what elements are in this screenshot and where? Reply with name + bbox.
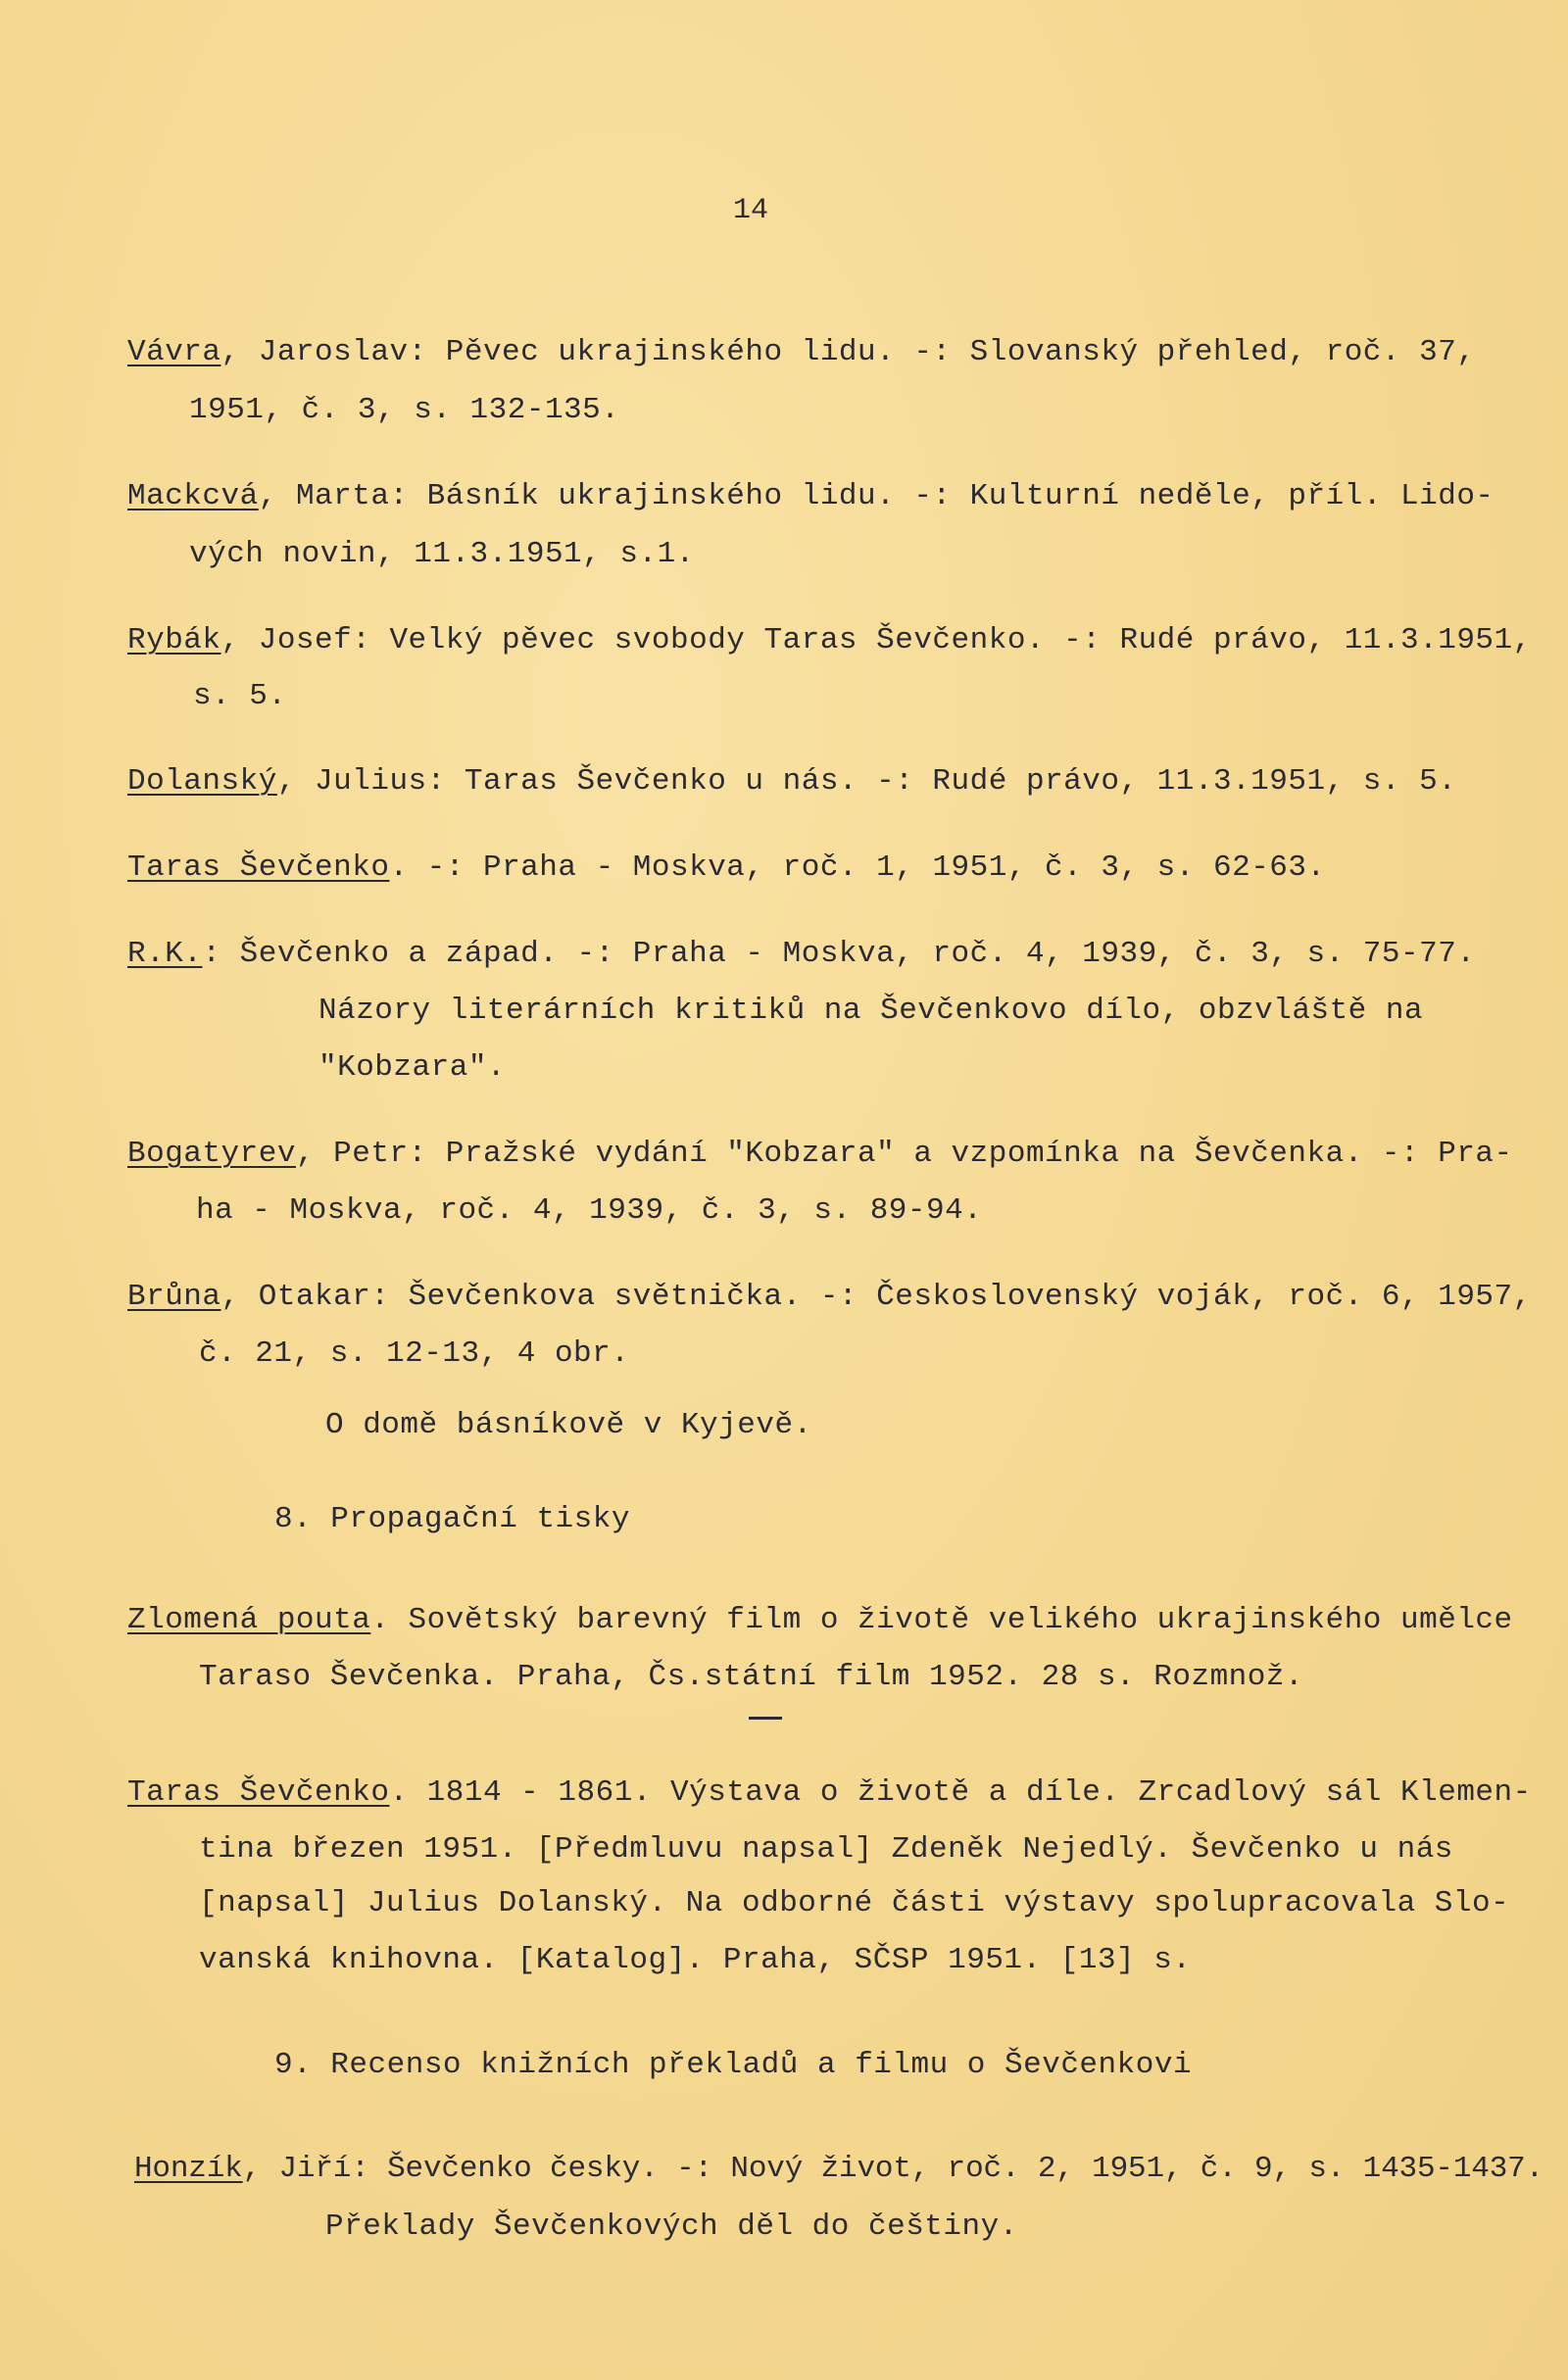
entry-continuation: vých novin, 11.3.1951, s.1.: [189, 537, 695, 571]
entry-line: [127, 623, 1532, 658]
section-heading: 9. Recenso knižních překladů a filmu o Ševčenkovi: [274, 2048, 1193, 2082]
entry-line: [127, 1137, 1513, 1172]
entry-author: Bogatyrev: [127, 1137, 296, 1171]
entry-line: [127, 850, 1326, 886]
entry-title: Taras Ševčenko: [127, 1775, 390, 1810]
entry-annotation: Překlady Ševčenkových děl do češtiny.: [325, 2210, 1018, 2244]
entry-text: , Jiří: Ševčenko česky. -: Nový život, roč. 2, 1951, č. 9, s. 1435-1437.: [242, 2152, 1544, 2186]
entry-line: [127, 1775, 1532, 1811]
entry-continuation: s. 5.: [193, 679, 287, 713]
entry-annotation: Názory literárních kritiků na Ševčenkovo dílo, obzvláště na: [318, 994, 1424, 1028]
entry-author: Dolanský: [127, 764, 277, 799]
entry-line: [134, 2152, 1544, 2187]
entry-text: : Ševčenko a západ. -: Praha - Moskva, roč. 4, 1939, č. 3, s. 75-77.: [202, 937, 1476, 971]
entry-continuation: ha - Moskva, roč. 4, 1939, č. 3, s. 89-94.: [196, 1193, 983, 1228]
entry-annotation: "Kobzara".: [318, 1050, 507, 1085]
entry-author: Taras Ševčenko: [127, 850, 390, 885]
entry-text: , Otakar: Ševčenkova světnička. -: Československý voják, roč. 6, 1957,: [220, 1280, 1532, 1314]
entry-author: Rybák: [127, 623, 221, 657]
entry-continuation: 1951, č. 3, s. 132-135.: [189, 393, 620, 427]
entry-line: [127, 1603, 1513, 1638]
entry-author: R.K.: [127, 937, 203, 971]
entry-text: . Sovětský barevný film o životě velikého ukrajinského umělce: [370, 1603, 1513, 1637]
entry-line: [127, 479, 1494, 514]
entry-text: , Jaroslav: Pěvec ukrajinského lidu. -: Slovanský přehled, roč. 37,: [220, 335, 1476, 369]
entry-continuation: [napsal] Julius Dolanský. Na odborné části výstavy spolupracovala Slo-: [199, 1886, 1510, 1920]
entry-continuation: tina březen 1951. [Předmluvu napsal] Zdeněk Nejedlý. Ševčenko u nás: [199, 1832, 1453, 1867]
entry-author: Honzík: [134, 2152, 243, 2186]
entry-author: Vávra: [127, 335, 221, 369]
entry-text: . -: Praha - Moskva, roč. 1, 1951, č. 3, s. 62-63.: [389, 850, 1326, 885]
entry-annotation: O domě básníkově v Kyjevě.: [325, 1408, 812, 1442]
entry-line: [127, 764, 1456, 800]
entry-author: Brůna: [127, 1280, 221, 1314]
entry-line: [127, 335, 1475, 370]
entry-continuation: č. 21, s. 12-13, 4 obr.: [199, 1336, 630, 1371]
page-number: 14: [733, 194, 769, 227]
entry-text: . 1814 - 1861. Výstava o životě a díle. Zrcadlový sál Klemen-: [389, 1775, 1532, 1810]
separator-dash: [749, 1717, 782, 1720]
entry-line: [127, 937, 1475, 972]
entry-continuation: Taraso Ševčenka. Praha, Čs.státní film 1952. 28 s. Rozmnož.: [199, 1660, 1304, 1694]
entry-text: , Marta: Básník ukrajinského lidu. -: Kulturní neděle, příl. Lido-: [258, 479, 1494, 513]
entry-text: , Petr: Pražské vydání "Kobzara" a vzpomínka na Ševčenka. -: Pra-: [295, 1137, 1513, 1171]
entry-author: Mackcvá: [127, 479, 259, 513]
entry-text: , Josef: Velký pěvec svobody Taras Ševčenko. -: Rudé právo, 11.3.1951,: [220, 623, 1532, 657]
entry-text: , Julius: Taras Ševčenko u nás. -: Rudé právo, 11.3.1951, s. 5.: [276, 764, 1457, 799]
section-heading: 8. Propagační tisky: [274, 1502, 630, 1536]
entry-line: [127, 1280, 1532, 1315]
entry-continuation: vanská knihovna. [Katalog]. Praha, SČSP 1951. [13] s.: [199, 1943, 1192, 1977]
entry-title: Zlomená pouta: [127, 1603, 371, 1637]
